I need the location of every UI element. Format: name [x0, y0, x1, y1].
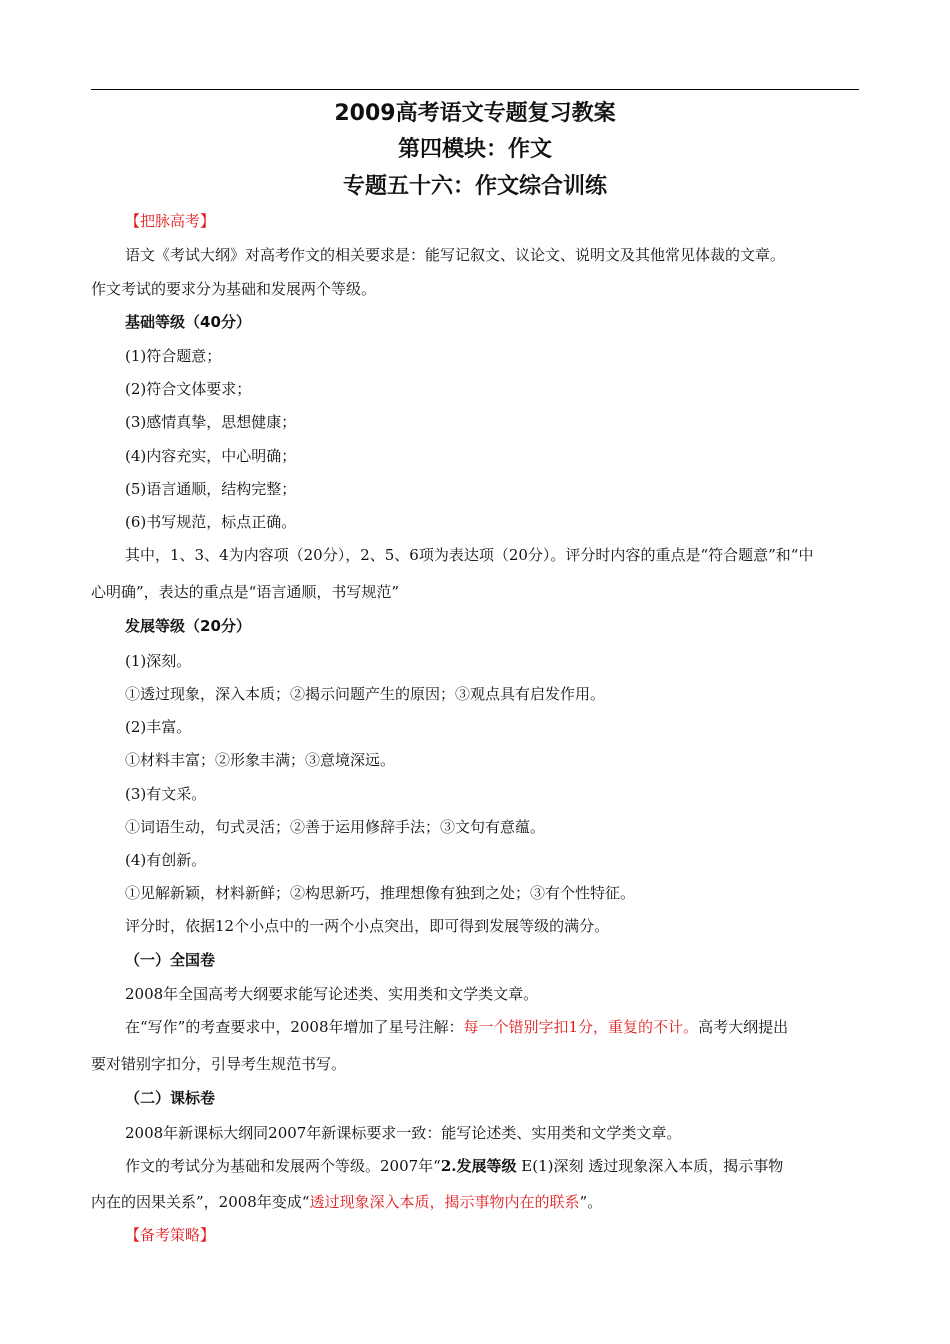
module-title: 第四模块：作文: [397, 137, 552, 162]
develop-line-1: (1)深刻。: [125, 652, 192, 670]
curriculum-line-3-highlight: 透过现象深入本质，揭示事物内在的联系: [309, 1193, 580, 1211]
national-line-3: 要对错别字扣分，引导考生规范书写。: [91, 1055, 347, 1073]
national-line-1: 2008年全国高考大纲要求能写论述类、实用类和文学类文章。: [125, 985, 539, 1003]
curriculum-line-2-bold: 2.发展等级: [440, 1157, 517, 1175]
basic-item-4: (4)内容充实，中心明确；: [125, 447, 297, 465]
basic-item-5: (5)语言通顺，结构完整；: [125, 480, 297, 498]
develop-line-8: ①见解新颖，材料新鲜；②构思新巧，推理想像有独到之处；③有个性特征。: [125, 884, 636, 902]
curriculum-line-1: 2008年新课标大纲同2007年新课标要求一致：能写论述类、实用类和文学类文章。: [125, 1124, 682, 1142]
curriculum-line-3-text-a: 内在的因果关系”，2008年变成“: [91, 1193, 310, 1211]
develop-line-3: (2)丰富。: [125, 718, 192, 736]
develop-note: 评分时，依据12个小点中的一两个小点突出，即可得到发展等级的满分。: [125, 917, 610, 935]
national-line-2-text-a: 在“写作”的考查要求中，2008年增加了星号注解：: [125, 1018, 464, 1036]
section-beikao: 【备考策略】: [125, 1226, 216, 1244]
curriculum-line-2: [125, 1156, 783, 1176]
develop-line-4: ①材料丰富；②形象丰满；③意境深远。: [125, 751, 396, 769]
curriculum-line-3: [91, 1192, 602, 1212]
main-title: 2009高考语文专题复习教案: [334, 101, 616, 126]
basic-heading: 基础等级（40分）: [125, 313, 251, 331]
curriculum-line-3-text-b: ”。: [579, 1193, 603, 1211]
national-line-2-highlight: 每一个错别字扣1分，重复的不计。: [463, 1018, 699, 1036]
develop-line-5: (3)有文采。: [125, 785, 207, 803]
basic-item-1: (1)符合题意；: [125, 347, 222, 365]
develop-line-6: ①词语生动，句式灵活；②善于运用修辞手法；③文句有意蕴。: [125, 818, 546, 836]
curriculum-heading: （二）课标卷: [125, 1089, 216, 1107]
develop-line-2: ①透过现象，深入本质；②揭示问题产生的原因；③观点具有启发作用。: [125, 685, 606, 703]
national-line-2-text-b: 高考大纲提出: [698, 1018, 789, 1036]
basic-item-2: (2)符合文体要求；: [125, 380, 252, 398]
develop-line-7: (4)有创新。: [125, 851, 207, 869]
basic-note-2: 心明确”，表达的重点是“语言通顺，书写规范”: [91, 583, 400, 601]
basic-item-3: (3)感情真挚，思想健康；: [125, 413, 297, 431]
section-bamai: 【把脉高考】: [125, 212, 216, 230]
basic-note-1: 其中，1、3、4为内容项（20分），2、5、6项为表达项（20分）。评分时内容的重点是“符合题意”和“中: [125, 546, 814, 564]
header-rule: [91, 89, 859, 90]
curriculum-line-2-text-b: E(1)深刻 透过现象深入本质，揭示事物: [516, 1157, 784, 1175]
basic-item-6: (6)书写规范，标点正确。: [125, 513, 297, 531]
develop-heading: 发展等级（20分）: [125, 617, 251, 635]
topic-title: 专题五十六：作文综合训练: [342, 174, 607, 199]
intro-line-1: 语文《考试大纲》对高考作文的相关要求是：能写记叙文、议论文、说明文及其他常见体裁的文章。: [125, 246, 786, 264]
national-line-2: [125, 1017, 788, 1037]
national-heading: （一）全国卷: [125, 951, 216, 969]
curriculum-line-2-text-a: 作文的考试分为基础和发展两个等级。2007年“: [125, 1157, 441, 1175]
intro-line-2: 作文考试的要求分为基础和发展两个等级。: [91, 280, 377, 298]
